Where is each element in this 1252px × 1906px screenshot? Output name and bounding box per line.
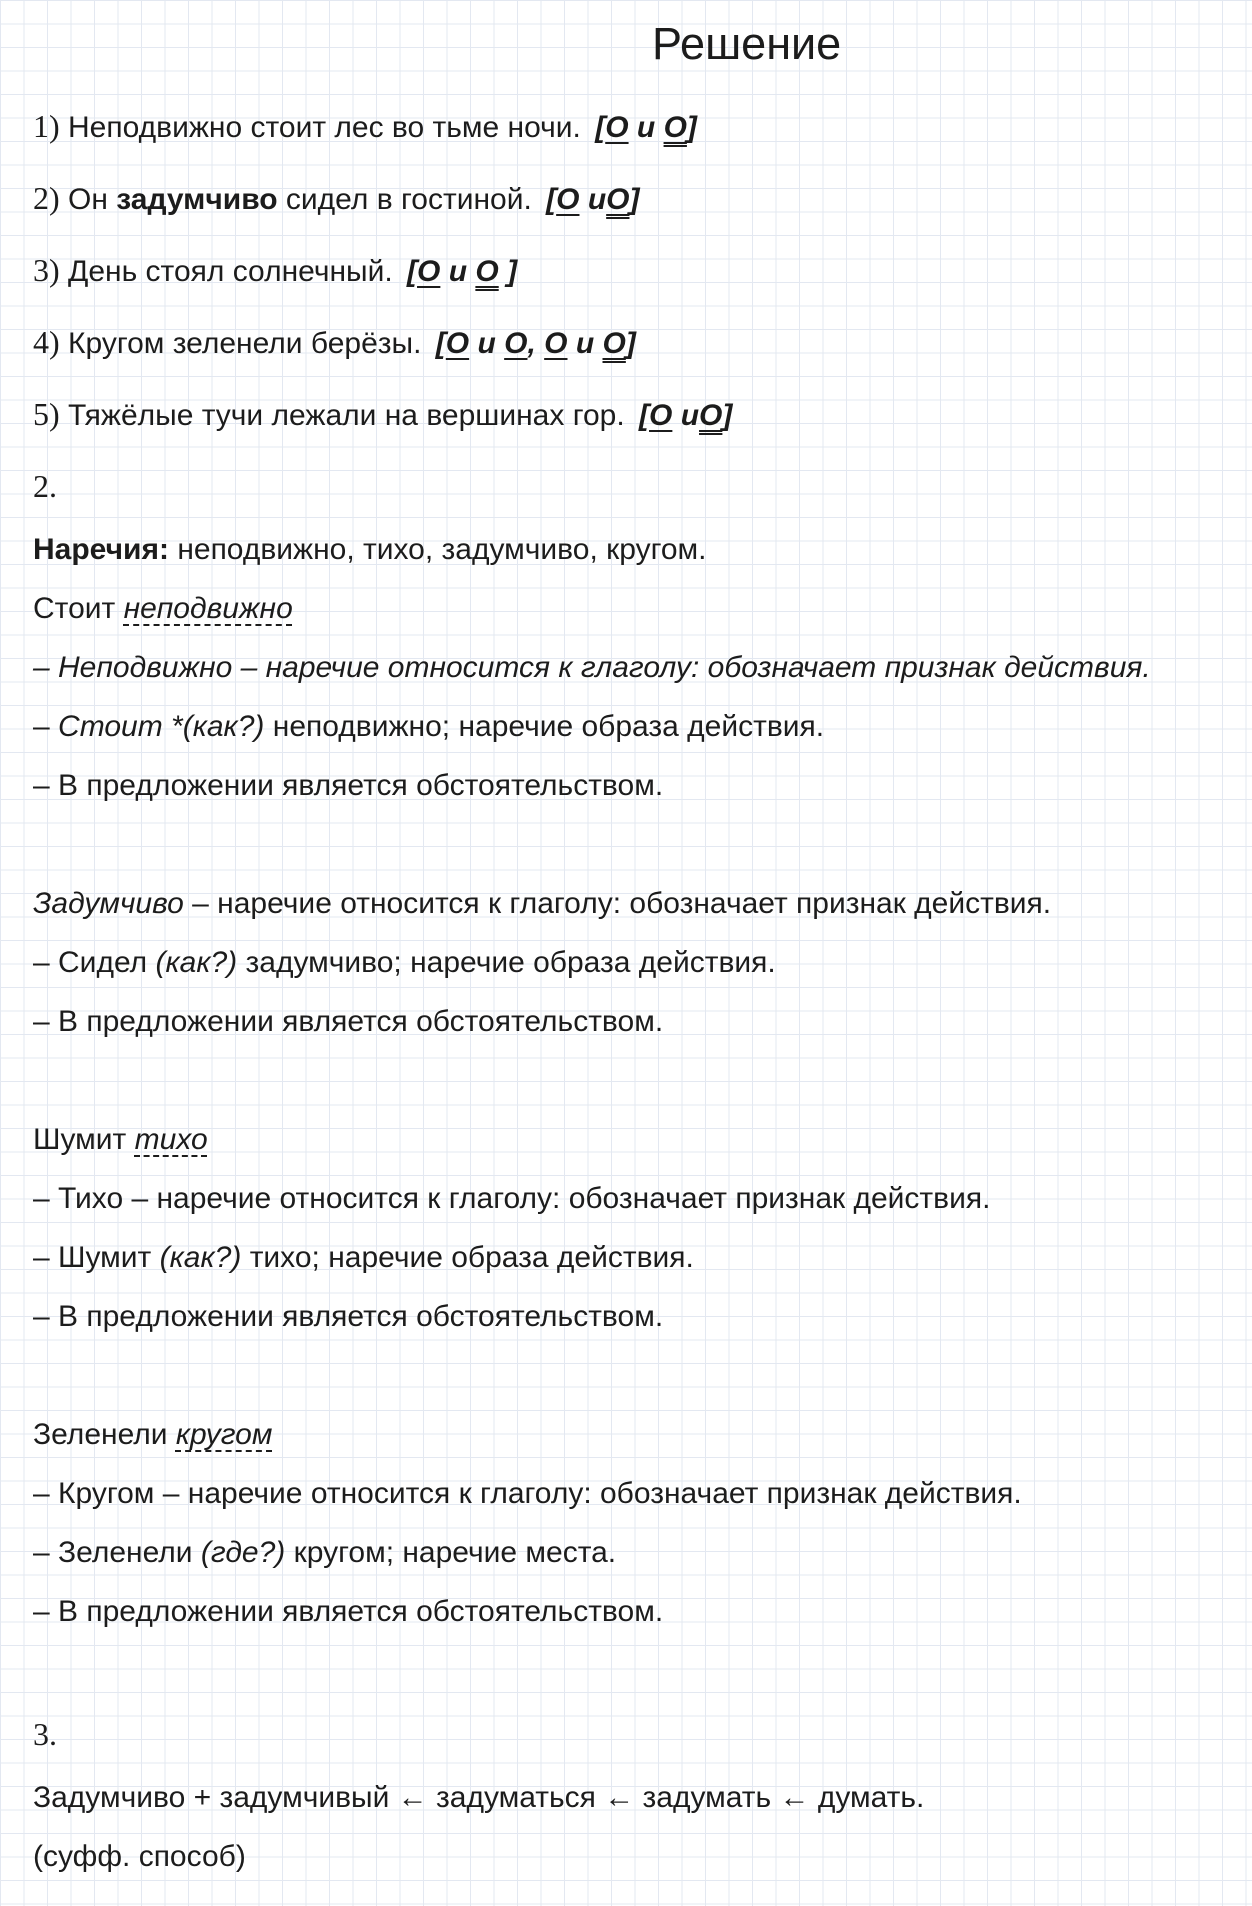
adverbs-label: Наречия: (33, 533, 169, 566)
sentence-scheme: [О и О ] (407, 255, 518, 288)
verb: Шумит (33, 1123, 127, 1156)
line-pre: – Шумит (33, 1241, 152, 1274)
question: Стоит *(как?) (58, 710, 265, 743)
block1-line2 (33, 709, 824, 745)
block4-line1: – Кругом – наречие относится к глаголу: обозначает признак действия. (33, 1477, 1022, 1510)
block4-heading (33, 1417, 272, 1453)
block2-line1 (33, 886, 1051, 922)
item-number: 4) (33, 324, 60, 360)
sentence-text: Кругом зеленели берёзы. (68, 327, 422, 360)
adverb: Задумчиво (33, 887, 184, 920)
block2-line2 (33, 945, 776, 981)
item-number: 5) (33, 396, 60, 432)
line-rest: кругом; наречие места. (293, 1536, 617, 1569)
adverbs-line (33, 532, 707, 568)
sentence-scheme: [О и О] (595, 111, 697, 144)
sentence-4 (33, 324, 636, 362)
underlined-adverb: тихо (134, 1123, 208, 1156)
section-2-number: 2. (33, 468, 57, 504)
sentence-scheme: [О иО] (546, 183, 640, 216)
underlined-adverb: неподвижно (123, 592, 293, 625)
item-number: 3) (33, 252, 60, 288)
block4-line2 (33, 1535, 616, 1571)
sentence-scheme: [О иО] (639, 399, 733, 432)
block3-line2 (33, 1240, 694, 1276)
question: (как?) (159, 1241, 242, 1274)
sentence-2 (33, 180, 640, 218)
block3-heading (33, 1122, 208, 1158)
sentence-text: Неподвижно стоит лес во тьме ночи. (68, 111, 581, 144)
line-rest: задумчиво; наречие образа действия. (245, 946, 776, 979)
item-number: 1) (33, 108, 60, 144)
line-rest: неподвижно; наречие образа действия. (272, 710, 825, 743)
block1-heading (33, 591, 293, 627)
line-rest: – наречие относится к глаголу: обозначает признак действия. (192, 887, 1052, 920)
line-pre: – Сидел (33, 946, 148, 979)
block3-line1: – Тихо – наречие относится к глаголу: обозначает признак действия. (33, 1182, 991, 1215)
derivation-method: (суфф. способ) (33, 1840, 246, 1873)
block4-line3: – В предложении является обстоятельством. (33, 1595, 664, 1628)
verb: Стоит (33, 592, 116, 625)
question: (где?) (200, 1536, 286, 1569)
line-rest: тихо; наречие образа действия. (249, 1241, 694, 1274)
block1-line3: – В предложении является обстоятельством. (33, 769, 664, 802)
block1-line1: – Неподвижно – наречие относится к глаголу: обозначает признак действия. (33, 651, 1151, 684)
sentence-bold-word: задумчиво (116, 183, 278, 216)
sentence-post: сидел в гостиной. (285, 183, 532, 216)
sentence-3 (33, 252, 517, 290)
verb: Зеленели (33, 1418, 168, 1451)
line-pre: – Зеленели (33, 1536, 193, 1569)
derivation-chain: Задумчиво + задумчивый ← задуматься ← задумать ← думать. (33, 1781, 925, 1814)
sentence-text: Тяжёлые тучи лежали на вершинах гор. (68, 399, 625, 432)
sentence-scheme: [О и О, О и О] (435, 327, 636, 360)
question: (как?) (155, 946, 238, 979)
block3-line3: – В предложении является обстоятельством. (33, 1300, 664, 1333)
dash: – (33, 710, 50, 743)
page-title: Решение (652, 18, 842, 69)
sentence-1 (33, 108, 697, 146)
underlined-adverb: кругом (175, 1418, 273, 1451)
section-3-number: 3. (33, 1716, 57, 1752)
sentence-text: День стоял солнечный. (68, 255, 393, 288)
block2-line3: – В предложении является обстоятельством. (33, 1005, 664, 1038)
adverbs-list: неподвижно, тихо, задумчиво, кругом. (177, 533, 707, 566)
sentence-5 (33, 396, 732, 434)
sentence-pre: Он (68, 183, 108, 216)
item-number: 2) (33, 180, 60, 216)
